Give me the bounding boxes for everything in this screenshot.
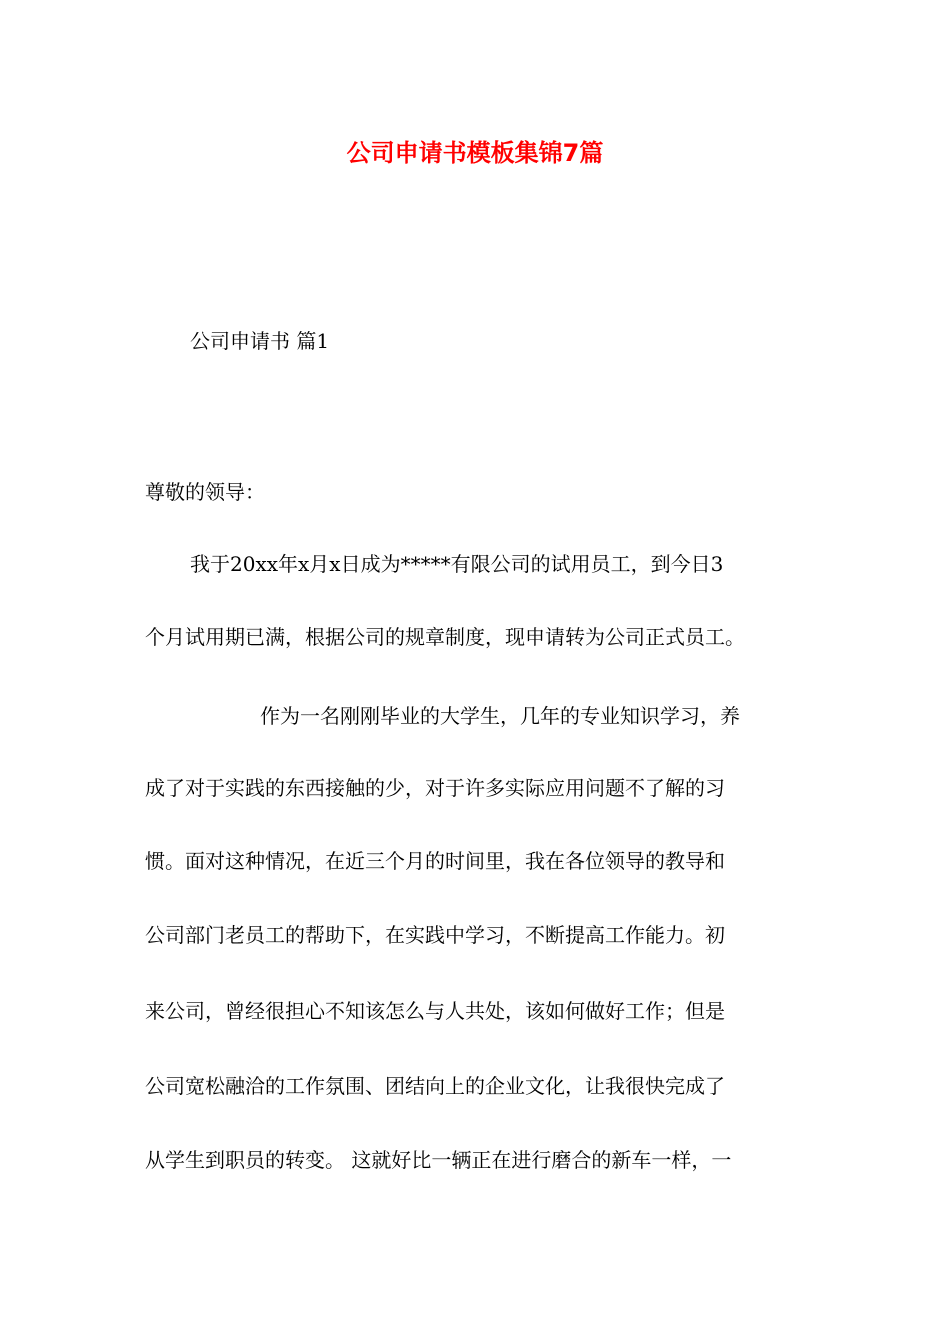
body-line: 作为一名刚刚毕业的大学生，几年的专业知识学习，养: [260, 704, 740, 728]
body-line: 惯。面对这种情况，在近三个月的时间里，我在各位领导的教导和: [145, 849, 725, 873]
salutation: 尊敬的领导：: [145, 480, 265, 504]
body-line: 公司宽松融洽的工作氛围、团结向上的企业文化，让我很快完成了: [145, 1074, 725, 1098]
body-line: 我于20xx年x月x日成为*****有限公司的试用员工，到今日3: [190, 552, 724, 576]
body-line: 公司部门老员工的帮助下，在实践中学习，不断提高工作能力。初: [145, 923, 725, 947]
body-line: 成了对于实践的东西接触的少，对于许多实际应用问题不了解的习: [145, 776, 725, 800]
section-heading: 公司申请书 篇1: [190, 329, 330, 353]
body-line: 个月试用期已满，根据公司的规章制度，现申请转为公司正式员工。: [145, 625, 745, 649]
body-line: 来公司，曾经很担心不知该怎么与人共处，该如何做好工作；但是: [145, 999, 725, 1023]
document-title: 公司申请书模板集锦7篇: [346, 139, 604, 167]
body-line: 从学生到职员的转变。 这就好比一辆正在进行磨合的新车一样，一: [145, 1148, 732, 1172]
